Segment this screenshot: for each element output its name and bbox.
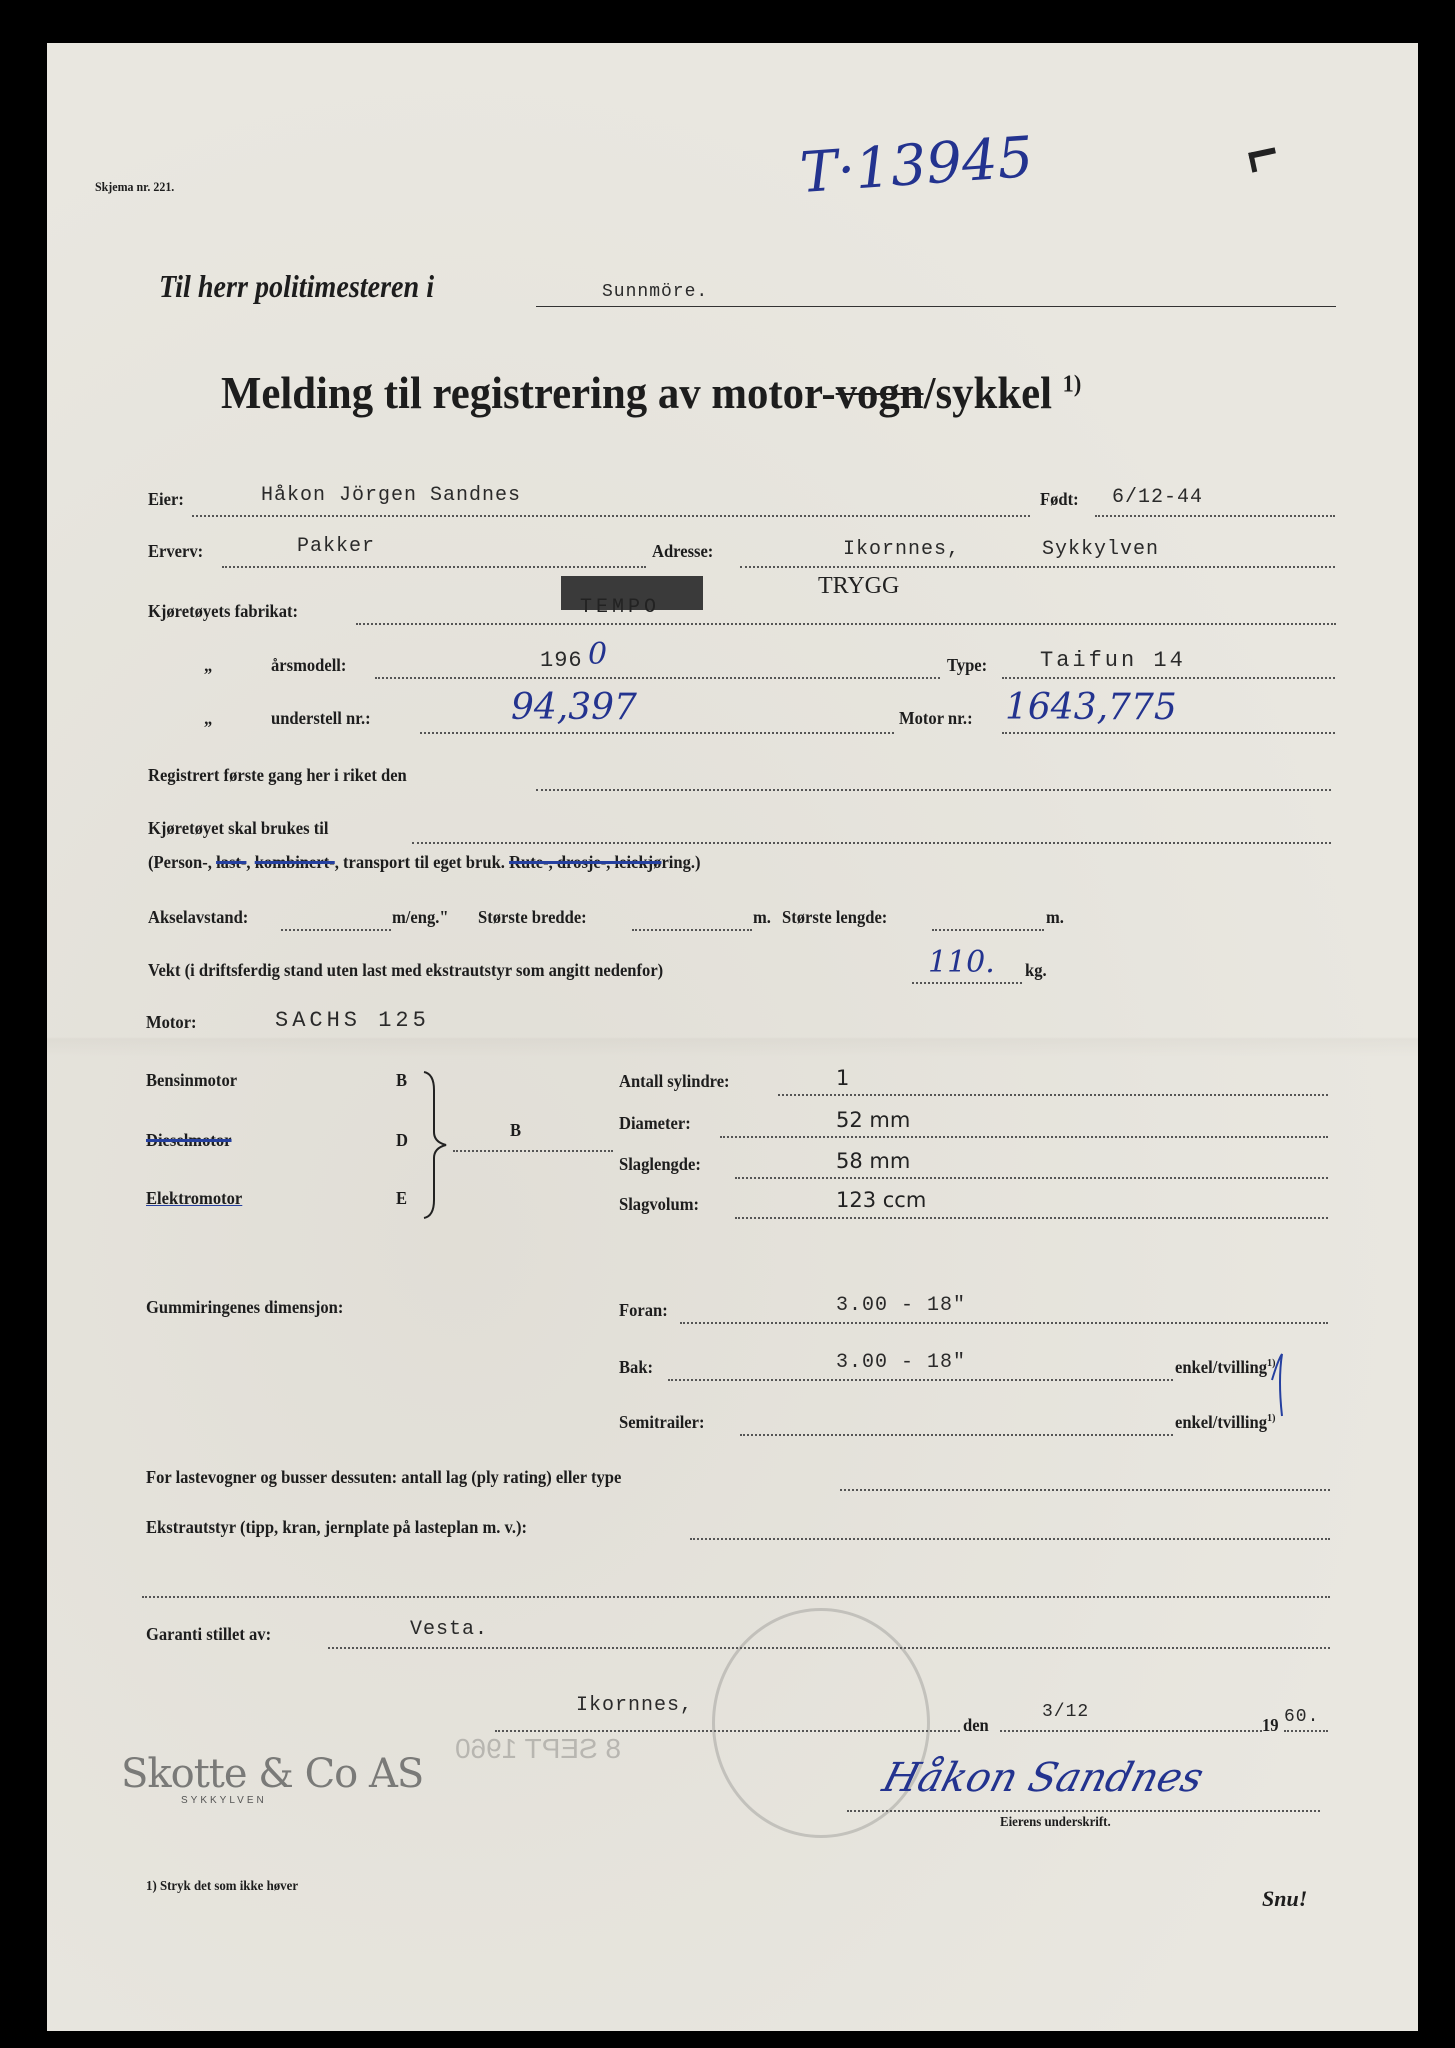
official-stamp xyxy=(712,1608,930,1838)
lengde-label: Største lengde: xyxy=(782,907,888,927)
garanti-value: Vesta. xyxy=(410,1618,489,1641)
year-suffix: 60. xyxy=(1284,1707,1320,1727)
fabrikat-struck: TEMPO xyxy=(580,596,661,619)
lastevogner-label: For lastevogner og busser dessuten: antall lag (ply rating) eller type xyxy=(146,1467,622,1487)
form-number: Skjema nr. 221. xyxy=(95,179,175,194)
slagvolum-value: 123 ccm xyxy=(836,1188,927,1212)
slagvolum-line xyxy=(735,1217,1328,1219)
enkel-tvilling-text: enkel/tvilling xyxy=(1175,1357,1268,1377)
year-line xyxy=(1284,1730,1328,1732)
slagvolum-label: Slagvolum: xyxy=(619,1194,700,1214)
diameter-line xyxy=(720,1136,1328,1138)
adresse-value-2: Sykkylven xyxy=(1042,538,1160,561)
eier-line xyxy=(192,515,1030,517)
understell-value: 94,397 xyxy=(511,687,637,728)
understell-label: understell nr.: xyxy=(271,708,371,728)
type-value: Taifun 14 xyxy=(1040,648,1186,673)
footnote-ref: 1) xyxy=(1267,1412,1276,1424)
engine-code-b: B xyxy=(396,1070,408,1090)
adresse-label: Adresse: xyxy=(652,541,714,561)
garanti-label: Garanti stillet av: xyxy=(146,1624,272,1644)
vekt-label: Vekt (i driftsferdig stand uten last med ekstrautstyr som angitt nedenfor) xyxy=(148,960,664,980)
usage-rute-struck: Rute-, drosje-, leiekjø xyxy=(509,852,662,872)
ekstrautstyr-label: Ekstrautstyr (tipp, kran, jernplate på lasteplan m. v.): xyxy=(146,1517,528,1537)
foran-value: 3.00 - 18" xyxy=(836,1294,967,1317)
usage-person: (Person-, xyxy=(148,852,217,872)
ditto-mark: „ xyxy=(204,655,213,675)
footnote: 1) Stryk det som ikke høver xyxy=(146,1879,299,1894)
signature-line xyxy=(847,1810,1320,1812)
ekstrautstyr-line-2 xyxy=(142,1596,1330,1598)
motor-label: Motor: xyxy=(146,1012,197,1032)
engine-selected-line xyxy=(453,1150,613,1152)
usage-end: ring.) xyxy=(661,852,701,872)
vekt-unit: kg. xyxy=(1025,960,1047,980)
sylindre-line xyxy=(778,1094,1328,1096)
engine-code-e: E xyxy=(396,1188,408,1208)
ekstrautstyr-line xyxy=(690,1538,1330,1540)
slaglengde-label: Slaglengde: xyxy=(619,1154,701,1174)
type-line xyxy=(1002,677,1335,679)
eier-value: Håkon Jörgen Sandnes xyxy=(261,484,522,507)
erverv-label: Erverv: xyxy=(148,541,204,561)
vekt-line xyxy=(912,982,1022,984)
file-number-handwritten: T·13945 xyxy=(797,124,1036,207)
foran-line xyxy=(680,1322,1328,1324)
type-label: Type: xyxy=(947,655,988,675)
registrert-label: Registrert første gang her i riket den xyxy=(148,765,407,785)
motor-value: SACHS 125 xyxy=(275,1008,430,1033)
lastevogner-line xyxy=(840,1489,1330,1491)
semitrailer-label: Semitrailer: xyxy=(619,1412,705,1432)
fabrikat-value: TRYGG xyxy=(818,573,900,599)
place-line xyxy=(495,1730,960,1732)
fabrikat-label: Kjøretøyets fabrikat: xyxy=(148,601,299,621)
title-struck: vogn xyxy=(835,367,924,418)
arsmodell-hand: 0 xyxy=(588,637,608,672)
engine-code-d: D xyxy=(396,1130,408,1150)
brukes-label: Kjøretøyet skal brukes til xyxy=(148,818,329,838)
addressee-value: Sunnmöre. xyxy=(602,282,709,302)
semitrailer-line xyxy=(740,1434,1173,1436)
title-prefix: Melding til registrering av motor- xyxy=(221,367,836,418)
bak-enkel-tvilling xyxy=(1175,1358,1275,1376)
stamp-date: 8 SEPT 1960 xyxy=(455,1733,622,1764)
usage-sep: , xyxy=(246,852,255,872)
usage-last-struck: last- xyxy=(216,852,247,872)
engine-type-diesel-struck: Dieselmotor xyxy=(146,1130,232,1150)
company-logo-text: Skotte & Co AS xyxy=(121,1751,424,1797)
engine-type-bensin: Bensinmotor xyxy=(146,1070,238,1090)
vekt-value: 110. xyxy=(928,945,995,980)
registrert-line xyxy=(536,789,1331,791)
owner-signature: Håkon Sandnes xyxy=(877,1755,1209,1801)
sylindre-label: Antall sylindre: xyxy=(619,1071,730,1091)
addressee-line xyxy=(536,306,1336,307)
brukes-line xyxy=(412,842,1331,844)
adresse-value-1: Ikornnes, xyxy=(843,538,961,561)
bak-line xyxy=(668,1379,1173,1381)
sylindre-value: 1 xyxy=(836,1066,850,1090)
bredde-label: Største bredde: xyxy=(478,907,587,927)
year-prefix: 19 xyxy=(1262,1715,1279,1735)
place-value: Ikornnes, xyxy=(576,1694,694,1717)
slaglengde-value: 58 mm xyxy=(836,1149,911,1173)
footnote-ref: 1) xyxy=(1267,1357,1276,1369)
title-suffix: /sykkel xyxy=(923,367,1052,418)
company-city: SYKKYLVEN xyxy=(181,1795,267,1806)
arsmodell-typed: 196 xyxy=(540,648,583,673)
bredde-line xyxy=(632,929,752,931)
lengde-line xyxy=(932,929,1044,931)
aksel-label: Akselavstand: xyxy=(148,907,249,927)
engine-type-elektro-struck: Elektromotor xyxy=(146,1188,243,1208)
motor-nr-label: Motor nr.: xyxy=(899,708,973,728)
turn-over-note: Snu! xyxy=(1262,1886,1308,1911)
eier-label: Eier: xyxy=(148,489,184,509)
tires-label: Gummiringenes dimensjon: xyxy=(146,1297,344,1317)
bak-value: 3.00 - 18" xyxy=(836,1351,967,1374)
arsmodell-line xyxy=(375,677,940,679)
bak-label: Bak: xyxy=(619,1357,654,1377)
enkel-tvilling-text: enkel/tvilling xyxy=(1175,1412,1268,1432)
bredde-unit: m. xyxy=(753,907,771,927)
date-value: 3/12 xyxy=(1042,1702,1090,1722)
usage-kombinert-struck: kombinert- xyxy=(254,852,335,872)
erverv-value: Pakker xyxy=(297,535,376,558)
usage-transport: , transport til eget bruk. xyxy=(334,852,510,872)
diameter-value: 52 mm xyxy=(836,1108,911,1132)
aksel-line xyxy=(281,929,391,931)
ditto-mark: „ xyxy=(204,708,213,728)
lengde-unit: m. xyxy=(1046,907,1064,927)
date-line xyxy=(1000,1730,1262,1732)
addressee-label: Til herr politimesteren i xyxy=(159,268,435,304)
understell-line xyxy=(420,732,894,734)
erverv-line xyxy=(222,566,646,568)
diameter-label: Diameter: xyxy=(619,1113,691,1133)
arsmodell-label: årsmodell: xyxy=(271,655,347,675)
usage-options xyxy=(148,853,701,871)
fodt-value: 6/12-44 xyxy=(1112,486,1204,509)
den-label: den xyxy=(963,1715,989,1735)
brace-icon xyxy=(420,1070,450,1220)
foran-label: Foran: xyxy=(619,1300,668,1320)
fabrikat-line xyxy=(356,623,1336,625)
engine-selected: B xyxy=(510,1120,522,1140)
slaglengde-line xyxy=(735,1177,1328,1179)
ink-check-mark xyxy=(1268,1350,1288,1420)
adresse-line xyxy=(740,566,1335,568)
motor-nr-line xyxy=(1002,732,1335,734)
company-logo xyxy=(121,1748,423,1806)
title-footnote: 1) xyxy=(1062,371,1082,398)
fodt-line xyxy=(1095,515,1335,517)
semitrailer-enkel-tvilling xyxy=(1175,1413,1275,1431)
fodt-label: Født: xyxy=(1040,489,1079,509)
signature-label: Eierens underskrift. xyxy=(1000,1815,1111,1830)
motor-nr-value: 1643,775 xyxy=(1005,687,1177,728)
page-title xyxy=(221,367,1082,418)
aksel-unit: m/eng." xyxy=(392,907,449,927)
